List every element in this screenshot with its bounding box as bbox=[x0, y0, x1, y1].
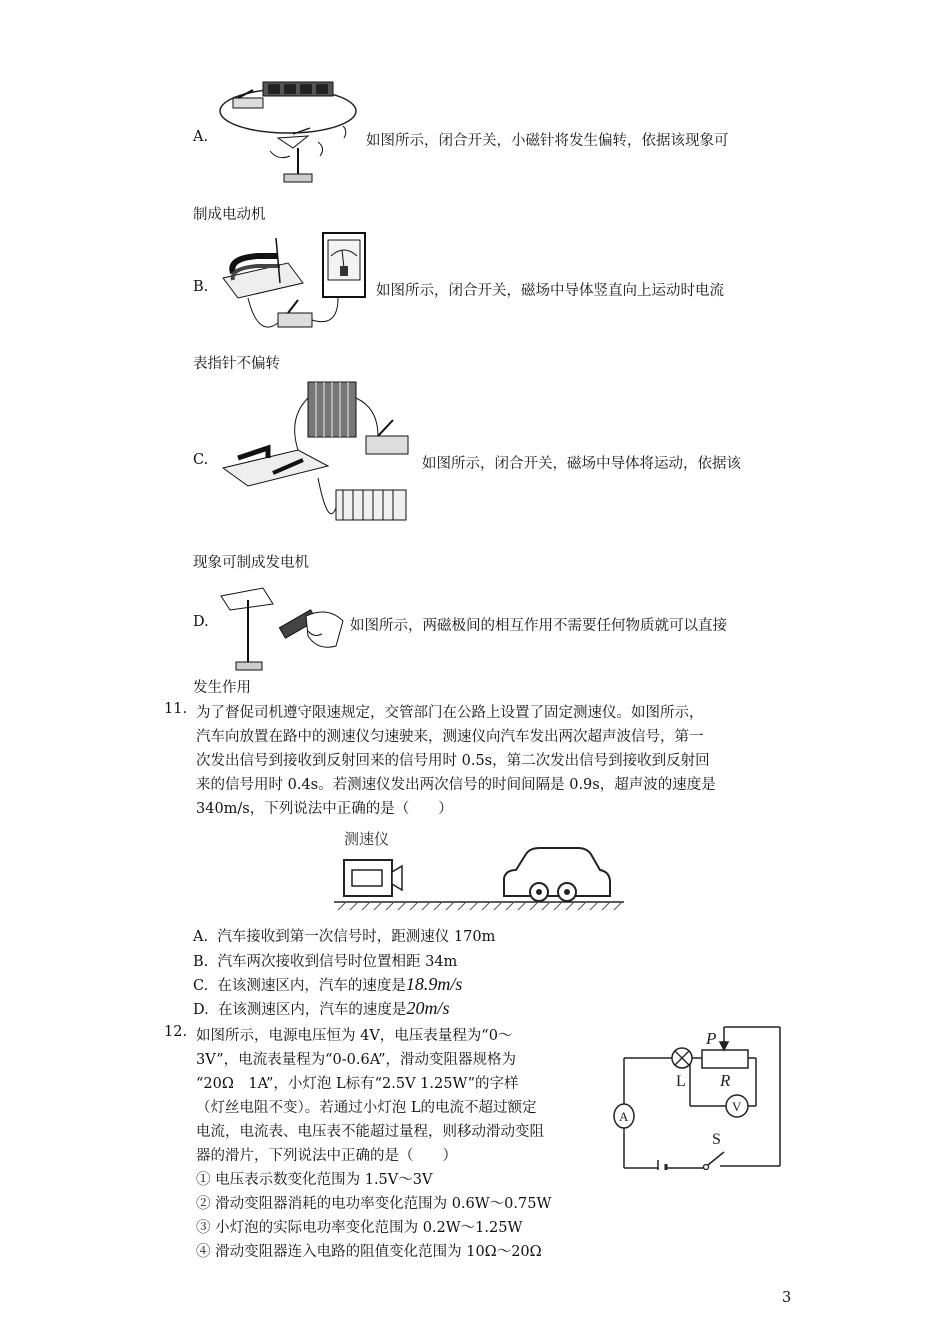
statement-1: ① 电压表示数变化范围为 1.5V～3V bbox=[196, 1172, 433, 1188]
question-11-number: 11. bbox=[164, 701, 188, 717]
question-12-line: （灯丝电阻不变）。若通过小灯泡 L的电流不超过额定 bbox=[196, 1100, 537, 1116]
q11-option-c[interactable] bbox=[193, 974, 462, 995]
option-a-text-line1: 如图所示，闭合开关，小磁针将发生偏转，依据该现象可 bbox=[366, 133, 729, 149]
statement-3: ③ 小灯泡的实际电功率变化范围为 0.2W～1.25W bbox=[196, 1220, 523, 1236]
figure-magnet-needle bbox=[218, 576, 348, 676]
option-b-text-line1: 如图所示，闭合开关，磁场中导体竖直向上运动时电流 bbox=[376, 283, 724, 299]
question-11-line: 次发出信号到接收到反射回来的信号用时 0.5s，第二次发出信号到接收到反射回 bbox=[196, 753, 710, 769]
circuit-label-v: V bbox=[732, 1099, 742, 1114]
question-12-line: 电流，电流表、电压表不能超过量程，则移动滑动变阻 bbox=[196, 1124, 544, 1140]
question-12-line: 如图所示，电源电压恒为 4V，电压表量程为“0～ bbox=[196, 1028, 513, 1044]
option-a-text-line2: 制成电动机 bbox=[193, 207, 266, 223]
q11-option-b-text: 汽车两次接收到信号时位置相距 34m bbox=[217, 954, 458, 970]
q11-option-b-letter: B. bbox=[193, 954, 209, 970]
question-12-line: “20Ω 1A”，小灯泡 L标有“2.5V 1.25W”的字样 bbox=[196, 1076, 519, 1092]
option-b-letter: B. bbox=[193, 279, 209, 295]
q11-option-c-value: 18.9m/s bbox=[405, 974, 463, 994]
question-12-line: 器的滑片，下列说法中正确的是（ ） bbox=[196, 1148, 457, 1164]
q11-option-d-letter: D. bbox=[193, 1002, 209, 1018]
q11-option-d-text: 在该测速区内，汽车的速度是 bbox=[217, 1002, 407, 1018]
circuit-label-s: S bbox=[712, 1131, 721, 1148]
option-c-letter: C. bbox=[193, 452, 209, 468]
statement-2: ② 滑动变阻器消耗的电功率变化范围为 0.6W～0.75W bbox=[196, 1196, 552, 1212]
q11-option-a-text: 汽车接收到第一次信号时，距测速仪 170m bbox=[217, 929, 496, 945]
option-c-text-line2: 现象可制成发电机 bbox=[193, 555, 309, 571]
figure-circuit-diagram bbox=[608, 1020, 788, 1170]
figure-motor-experiment bbox=[218, 378, 418, 536]
q11-option-b[interactable] bbox=[193, 950, 457, 971]
option-d-letter: D. bbox=[193, 614, 209, 630]
figure-induction-galvanometer bbox=[218, 228, 373, 340]
page-number: 3 bbox=[782, 1290, 792, 1306]
circuit-label-a: A bbox=[619, 1109, 629, 1124]
circuit-label-l: L bbox=[676, 1073, 686, 1090]
q11-option-a[interactable] bbox=[193, 925, 495, 946]
circuit-label-r: R bbox=[720, 1071, 731, 1090]
option-a-letter: A. bbox=[193, 129, 209, 145]
question-11-line: 汽车向放置在路中的测速仪匀速驶来，测速仪向汽车发出两次超声波信号，第一 bbox=[196, 729, 704, 745]
question-11-line: 为了督促司机遵守限速规定，交管部门在公路上设置了固定测速仪。如图所示， bbox=[196, 705, 704, 721]
q11-option-d-value: 20m/s bbox=[406, 998, 450, 1018]
option-d-text-line1: 如图所示，两磁极间的相互作用不需要任何物质就可以直接 bbox=[350, 618, 727, 634]
question-12-stem bbox=[196, 1024, 606, 1264]
question-12-number: 12. bbox=[164, 1024, 188, 1040]
option-d-text-line2: 发生作用 bbox=[193, 680, 251, 696]
circuit-label-p: P bbox=[706, 1029, 717, 1048]
figure-oersted-experiment bbox=[218, 76, 363, 186]
option-c-text-line1: 如图所示，闭合开关，磁场中导体将运动，依据该 bbox=[422, 456, 741, 472]
option-b-text-line2: 表指针不偏转 bbox=[193, 356, 280, 372]
statement-4: ④ 滑动变阻器连入电路的阻值变化范围为 10Ω～20Ω bbox=[196, 1244, 542, 1260]
q11-option-c-text: 在该测速区内，汽车的速度是 bbox=[217, 978, 406, 994]
q11-option-a-letter: A. bbox=[193, 929, 209, 945]
question-11-stem bbox=[196, 701, 796, 821]
question-11-line: 340m/s，下列说法中正确的是（ ） bbox=[196, 801, 453, 817]
question-11-line: 来的信号用时 0.4s。若测速仪发出两次信号的时间间隔是 0.9s，超声波的速度是 bbox=[196, 777, 716, 793]
q11-option-d[interactable] bbox=[193, 998, 449, 1019]
speed-detector-label: 测速仪 bbox=[344, 830, 390, 848]
question-12-line: 3V”，电流表量程为“0-0.6A”，滑动变阻器规格为 bbox=[196, 1052, 516, 1068]
figure-speed-detector bbox=[334, 828, 624, 912]
q11-option-c-letter: C. bbox=[193, 978, 209, 994]
